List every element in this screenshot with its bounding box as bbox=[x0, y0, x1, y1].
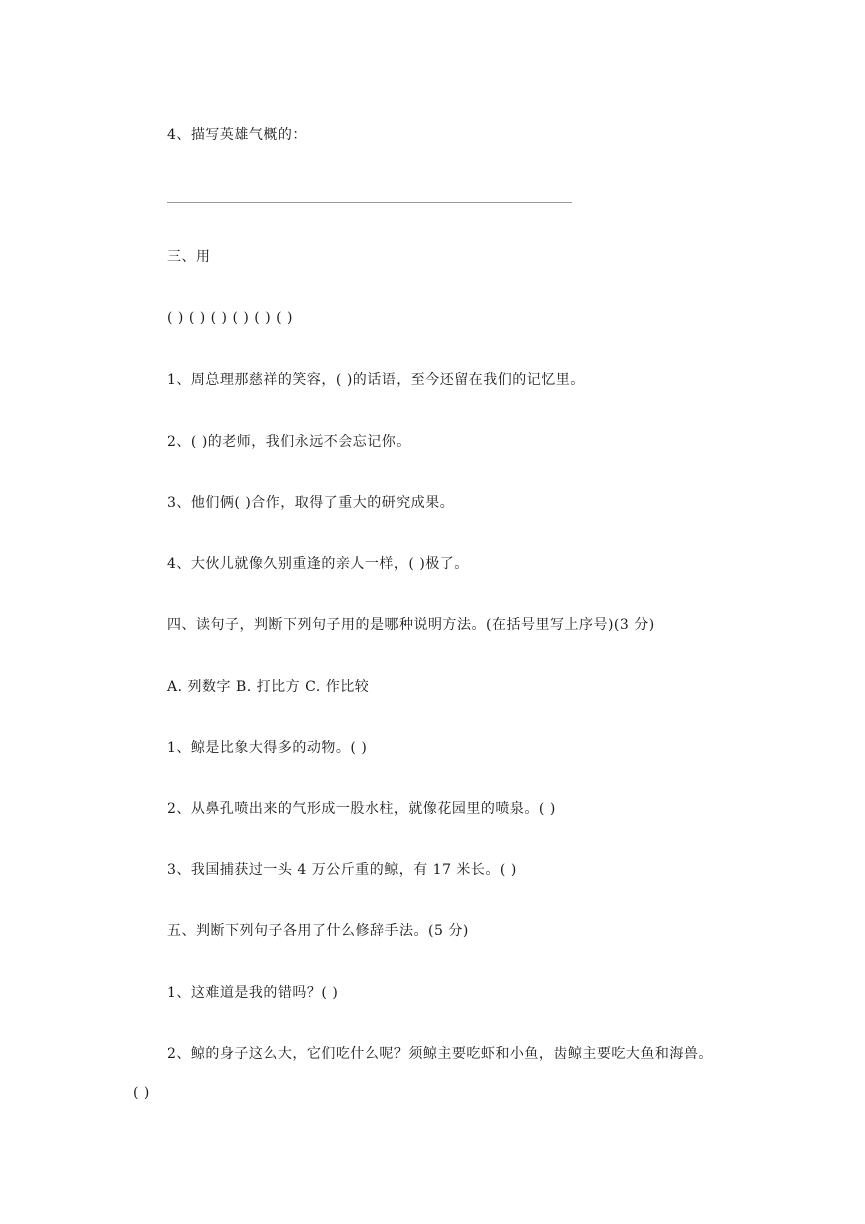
section3-options: ( ) ( ) ( ) ( ) ( ) ( ) bbox=[167, 310, 293, 326]
section4-question-3: 3、我国捕获过一头 4 万公斤重的鲸，有 17 米长。( ) bbox=[167, 862, 517, 878]
section3-question-3: 3、他们俩( )合作，取得了重大的研究成果。 bbox=[167, 495, 455, 511]
section5-heading: 五、判断下列句子各用了什么修辞手法。(5 分) bbox=[167, 923, 469, 939]
section4-choices: A. 列数字 B. 打比方 C. 作比较 bbox=[167, 679, 370, 695]
section3-question-4: 4、大伙儿就像久别重逢的亲人一样，( )极了。 bbox=[167, 556, 469, 572]
section5-question-2: 2、鲸的身子这么大，它们吃什么呢？须鲸主要吃虾和小鱼，齿鲸主要吃大鱼和海兽。 bbox=[167, 1046, 713, 1062]
section2-item4: 4、描写英雄气概的： bbox=[167, 127, 307, 143]
section4-heading: 四、读句子，判断下列句子用的是哪种说明方法。(在括号里写上序号)(3 分) bbox=[167, 617, 655, 633]
answer-blank-line bbox=[167, 202, 572, 203]
section4-question-1: 1、鲸是比象大得多的动物。( ) bbox=[167, 740, 368, 756]
section3-heading: 三、用 bbox=[167, 249, 211, 265]
section3-question-1: 1、周总理那慈祥的笑容，( )的话语，至今还留在我们的记忆里。 bbox=[167, 372, 585, 388]
section5-question-1: 1、这难道是我的错吗？( ) bbox=[167, 985, 339, 1001]
section3-question-2: 2、( )的老师，我们永远不会忘记你。 bbox=[167, 434, 411, 450]
section5-question-2-answer: ( ) bbox=[133, 1085, 150, 1101]
section4-question-2: 2、从鼻孔喷出来的气形成一股水柱，就像花园里的喷泉。( ) bbox=[167, 801, 556, 817]
